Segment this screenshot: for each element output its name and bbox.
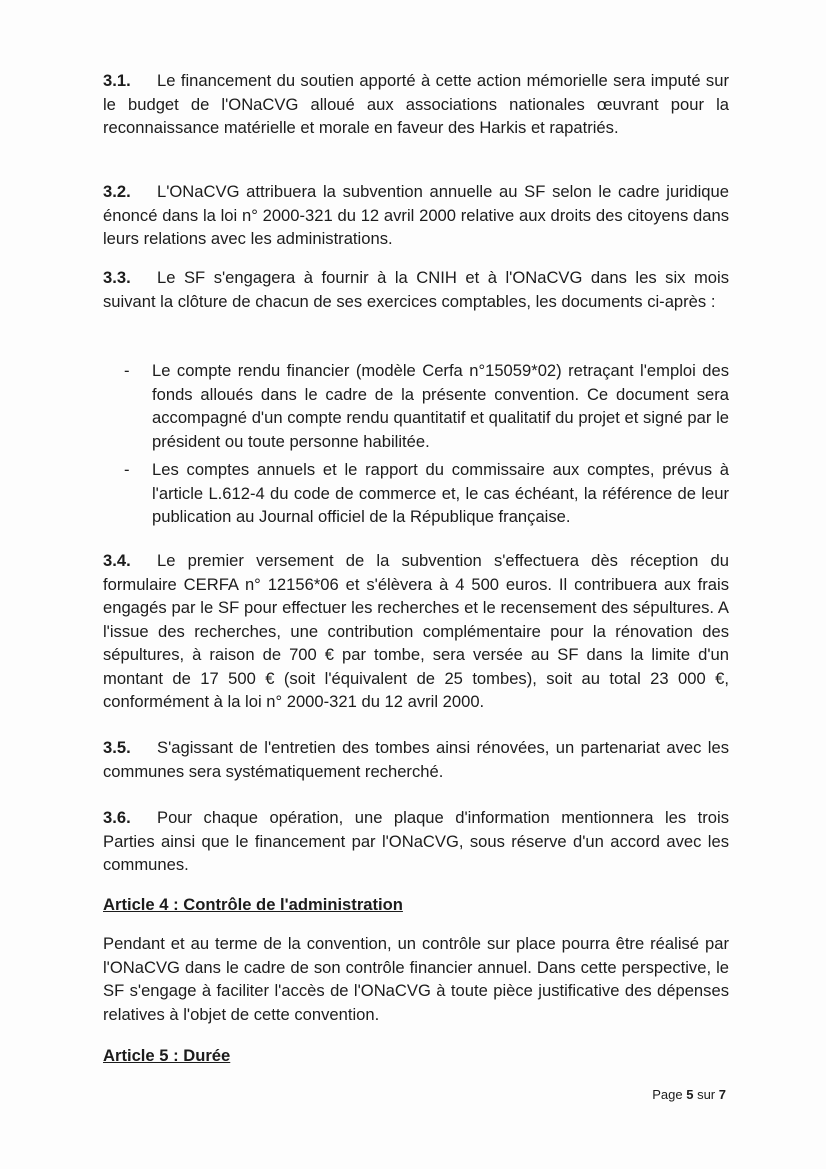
list-item-text: Les comptes annuels et le rapport du commissaire aux comptes, prévus à l'article L.612-4 du code de commerce et, le cas échéant, la référence de leur publication au Journal officiel de la République française. xyxy=(152,460,729,526)
clause-text: Le financement du soutien apporté à cette action mémorielle sera imputé sur le budget de l'ONaCVG alloué aux associations nationales œuvrant pour la reconnaissance matérielle et morale en faveur des Harkis et rapatriés. xyxy=(103,71,729,137)
bullet-dash: - xyxy=(124,361,130,380)
clause-number: 3.1. xyxy=(103,71,131,90)
bullet-dash: - xyxy=(124,460,130,479)
page-footer xyxy=(652,1083,726,1107)
article-4-text: Pendant et au terme de la convention, un contrôle sur place pourra être réalisé par l'ONaCVG dans le cadre de son contrôle financier annuel. Dans cette perspective, le SF s'engage à faciliter l'accès de l'ONaCVG à toute pièce justificative des dépenses relatives à l'objet de cette convention. xyxy=(103,934,729,1024)
clause-3-3 xyxy=(103,266,729,313)
clause-number: 3.3. xyxy=(103,268,131,287)
list-item xyxy=(124,359,729,453)
page-total: 7 xyxy=(718,1087,726,1102)
clause-text: S'agissant de l'entretien des tombes ainsi rénovées, un partenariat avec les communes sera systématiquement recherché. xyxy=(103,738,729,781)
article-4-heading: Article 4 : Contrôle de l'administration xyxy=(103,895,403,914)
clause-3-4 xyxy=(103,549,729,714)
clause-number: 3.4. xyxy=(103,551,131,570)
page-label: Page xyxy=(652,1087,683,1102)
documents-list xyxy=(124,359,729,534)
clause-text: Le premier versement de la subvention s'effectuera dès réception du formulaire CERFA n° 12156*06 et s'élèvera à 4 500 euros. Il contribuera aux frais engagés par le SF pour effectuer les recherches et le recensement des sépultures. A l'issue des recherches, une contribution complémentaire pour la rénovation des sépultures, à raison de 700 € par tombe, sera versée au SF dans la limite d'un montant de 17 500 € (soit l'équivalent de 25 tombes), soit au total 23 000 €, conformément à la loi n° 2000-321 du 12 avril 2000. xyxy=(103,551,729,711)
clause-number: 3.5. xyxy=(103,738,131,757)
of-label: sur xyxy=(697,1087,716,1102)
article-5-heading: Article 5 : Durée xyxy=(103,1046,231,1065)
clause-3-6 xyxy=(103,806,729,877)
clause-text: Pour chaque opération, une plaque d'information mentionnera les trois Parties ainsi que le financement par l'ONaCVG, sous réserve d'un accord avec les communes. xyxy=(103,808,729,874)
page-number: 5 xyxy=(686,1087,694,1102)
list-item-text: Le compte rendu financier (modèle Cerfa n°15059*02) retraçant l'emploi des fonds alloués dans le cadre de la présente convention. Ce document sera accompagné d'un compte rendu quantitatif et qualitatif du projet et signé par le président ou toute personne habilitée. xyxy=(152,361,729,451)
clause-number: 3.6. xyxy=(103,808,131,827)
clause-3-1 xyxy=(103,69,729,140)
clause-3-5 xyxy=(103,736,729,783)
clause-number: 3.2. xyxy=(103,182,131,201)
clause-text: Le SF s'engagera à fournir à la CNIH et à l'ONaCVG dans les six mois suivant la clôture de chacun de ses exercices comptables, les documents ci-après : xyxy=(103,268,729,311)
list-item xyxy=(124,458,729,529)
clause-text: L'ONaCVG attribuera la subvention annuelle au SF selon le cadre juridique énoncé dans la loi n° 2000-321 du 12 avril 2000 relative aux droits des citoyens dans leurs relations avec les administrations. xyxy=(103,182,729,248)
clause-3-2 xyxy=(103,180,729,251)
